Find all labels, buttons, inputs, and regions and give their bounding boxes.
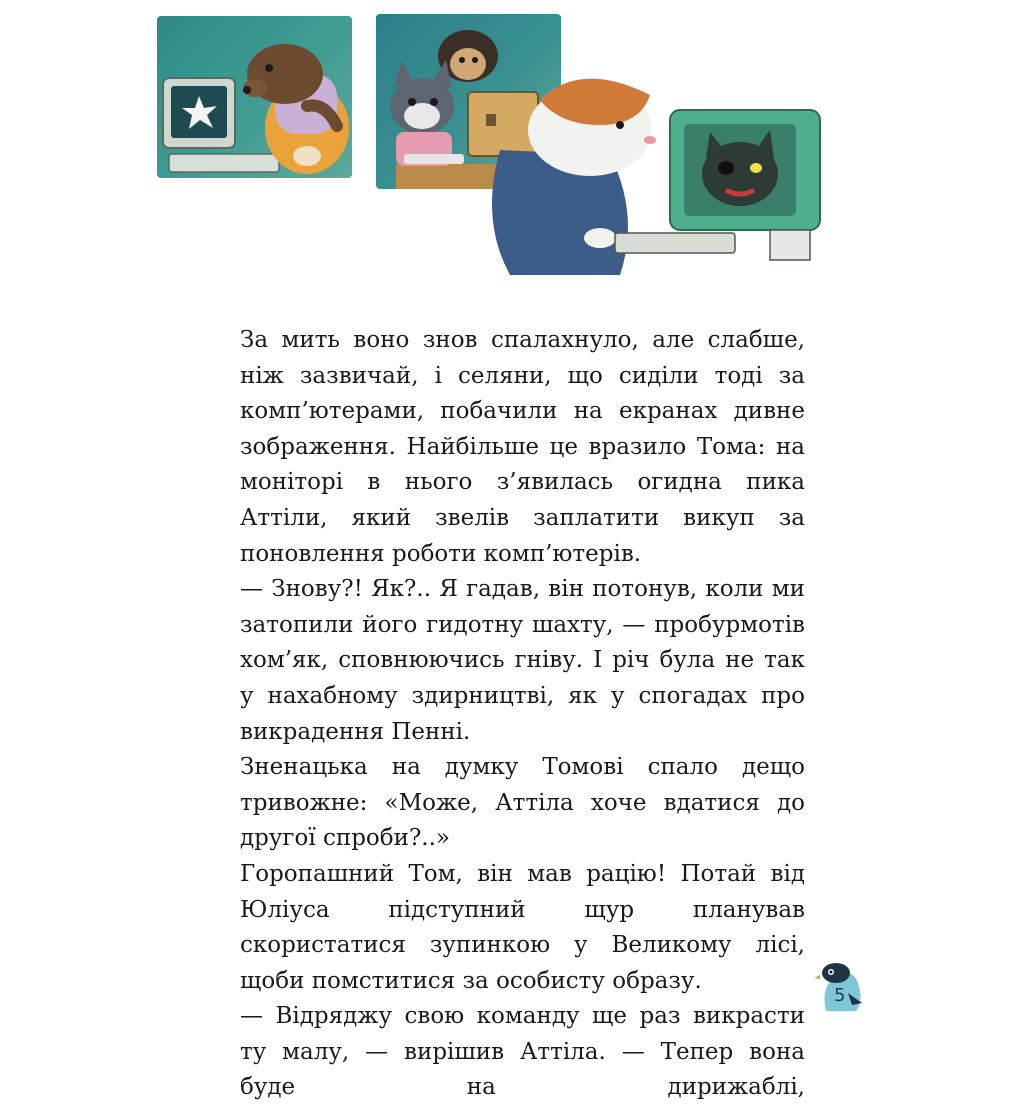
paragraph-2: — Знову?! Як?.. Я гадав, він потонув, коли ми затопили його гидотну шахту, — пробурмотів хом’як, сповнюючись гніву. І річ була не так у нахабному здирництві, як у спогадах про викрадення Пенні.	[240, 576, 805, 745]
illustration-mole-computer	[157, 16, 352, 178]
body-text	[240, 323, 805, 1106]
page-number: 5	[834, 985, 846, 1006]
hamster-and-rat-on-monitor-icon	[470, 70, 830, 275]
paragraph-5: — Відряджу свою команду ще раз викрасти ту малу, — вирішив Аттіла. — Тепер вона буде на дирижаблі,	[240, 1003, 805, 1101]
illustration-hamster-monitor	[470, 70, 830, 275]
paragraph-4: Горопашний Том, він мав рацію! Потай від Юліуса підступний щур планував скористатися зупинкою у Великому лісі, щоби помститися за особисту образу.	[240, 860, 805, 994]
mole-at-broken-computer-icon	[157, 16, 352, 178]
paragraph-1: За мить воно знов спалахнуло, але слабше, ніж зазвичай, і селяни, що сиділи тоді за комп’ютерами, побачили на екранах дивне зображення. Найбільше це вразило Тома: на моніторі в нього з’явилась огидна пика Аттіли, який звелів заплатити викуп за поновлення роботи комп’ютерів.	[240, 327, 805, 567]
paragraph-3: Зненацька на думку Томові спало дещо тривожне: «Може, Аттіла хоче вдатися до другої спроби?..»	[240, 754, 805, 852]
